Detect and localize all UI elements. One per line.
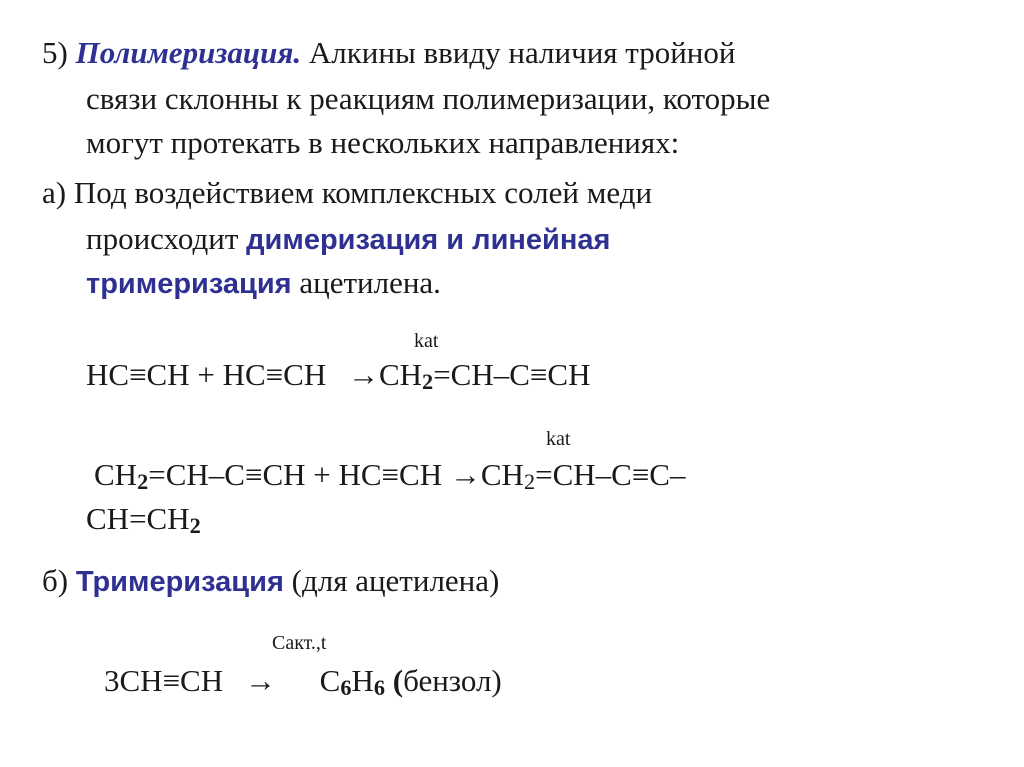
eq2-a-sub: 2 [137, 469, 149, 495]
eq1 [86, 356, 590, 394]
para-a-line3-highlight: тримеризация [86, 268, 292, 300]
para-a-line2 [86, 220, 610, 259]
para-a-line3-suffix: ацетилена. [299, 265, 441, 300]
eq3-h: H [351, 663, 374, 698]
para-b-label: б) [42, 563, 69, 598]
para-a-line3 [86, 264, 441, 303]
eq3-c-sub: 6 [340, 675, 352, 701]
eq2-line2-sub: 2 [189, 513, 201, 539]
eq1-right-b: =CH–C≡CH [433, 357, 591, 392]
eq2-b: =CH–C≡CH + HC≡CH [148, 457, 443, 492]
para5-line2 [86, 80, 770, 118]
para-a-line2-prefix: происходит [86, 221, 239, 256]
eq3 [104, 662, 502, 700]
para-a-line2-highlight: димеризация и линейная [246, 224, 611, 256]
para-a-label: а) [42, 175, 67, 210]
eq2-arrow: → [449, 457, 481, 492]
para-b [42, 562, 499, 601]
para-a-line1 [42, 174, 652, 212]
eq3-h-sub: 6 [373, 675, 386, 701]
eq2-a: CH [94, 457, 138, 492]
para-b-highlight: Тримеризация [75, 566, 284, 598]
para5-line3 [86, 124, 679, 162]
para5-line1 [42, 34, 736, 72]
eq1-left: HC≡CH + HC≡CH [86, 357, 327, 392]
eq1-arrow: → [347, 357, 379, 392]
para5-title: Полимеризация. [75, 35, 302, 70]
eq2-c: CH [480, 457, 524, 492]
eq3-paren-open: ( [392, 663, 404, 698]
eq2-catalyst: kat [546, 428, 571, 450]
eq1-catalyst: kat [414, 330, 439, 352]
eq3-c: C [319, 663, 341, 698]
eq2-c-sub: 2 [523, 469, 536, 495]
eq3-name: бензол) [403, 663, 502, 698]
para5-line2-text: связи склонны к реакциям полимеризации, которые [86, 81, 771, 116]
para-b-suffix: (для ацетилена) [291, 563, 500, 598]
para5-number: 5) [42, 35, 68, 70]
eq2-line2 [86, 500, 201, 538]
para5-line1-text: Алкины ввиду наличия тройной [308, 35, 736, 70]
eq2-line2-a: CH=CH [86, 501, 190, 536]
eq3-left: 3CH≡CH [104, 663, 224, 698]
eq2-line1 [94, 456, 685, 494]
eq1-right-sub: 2 [422, 369, 434, 395]
eq2-d: =CH–C≡C– [535, 457, 686, 492]
para-a-line1-text: Под воздействием комплексных солей меди [73, 175, 653, 210]
eq3-arrow: → [244, 663, 276, 698]
eq1-right-a: CH [378, 357, 423, 392]
eq3-catalyst: Сакт.,t [272, 632, 327, 654]
para5-line3-text: могут протекать в нескольких направлениях: [86, 125, 680, 160]
